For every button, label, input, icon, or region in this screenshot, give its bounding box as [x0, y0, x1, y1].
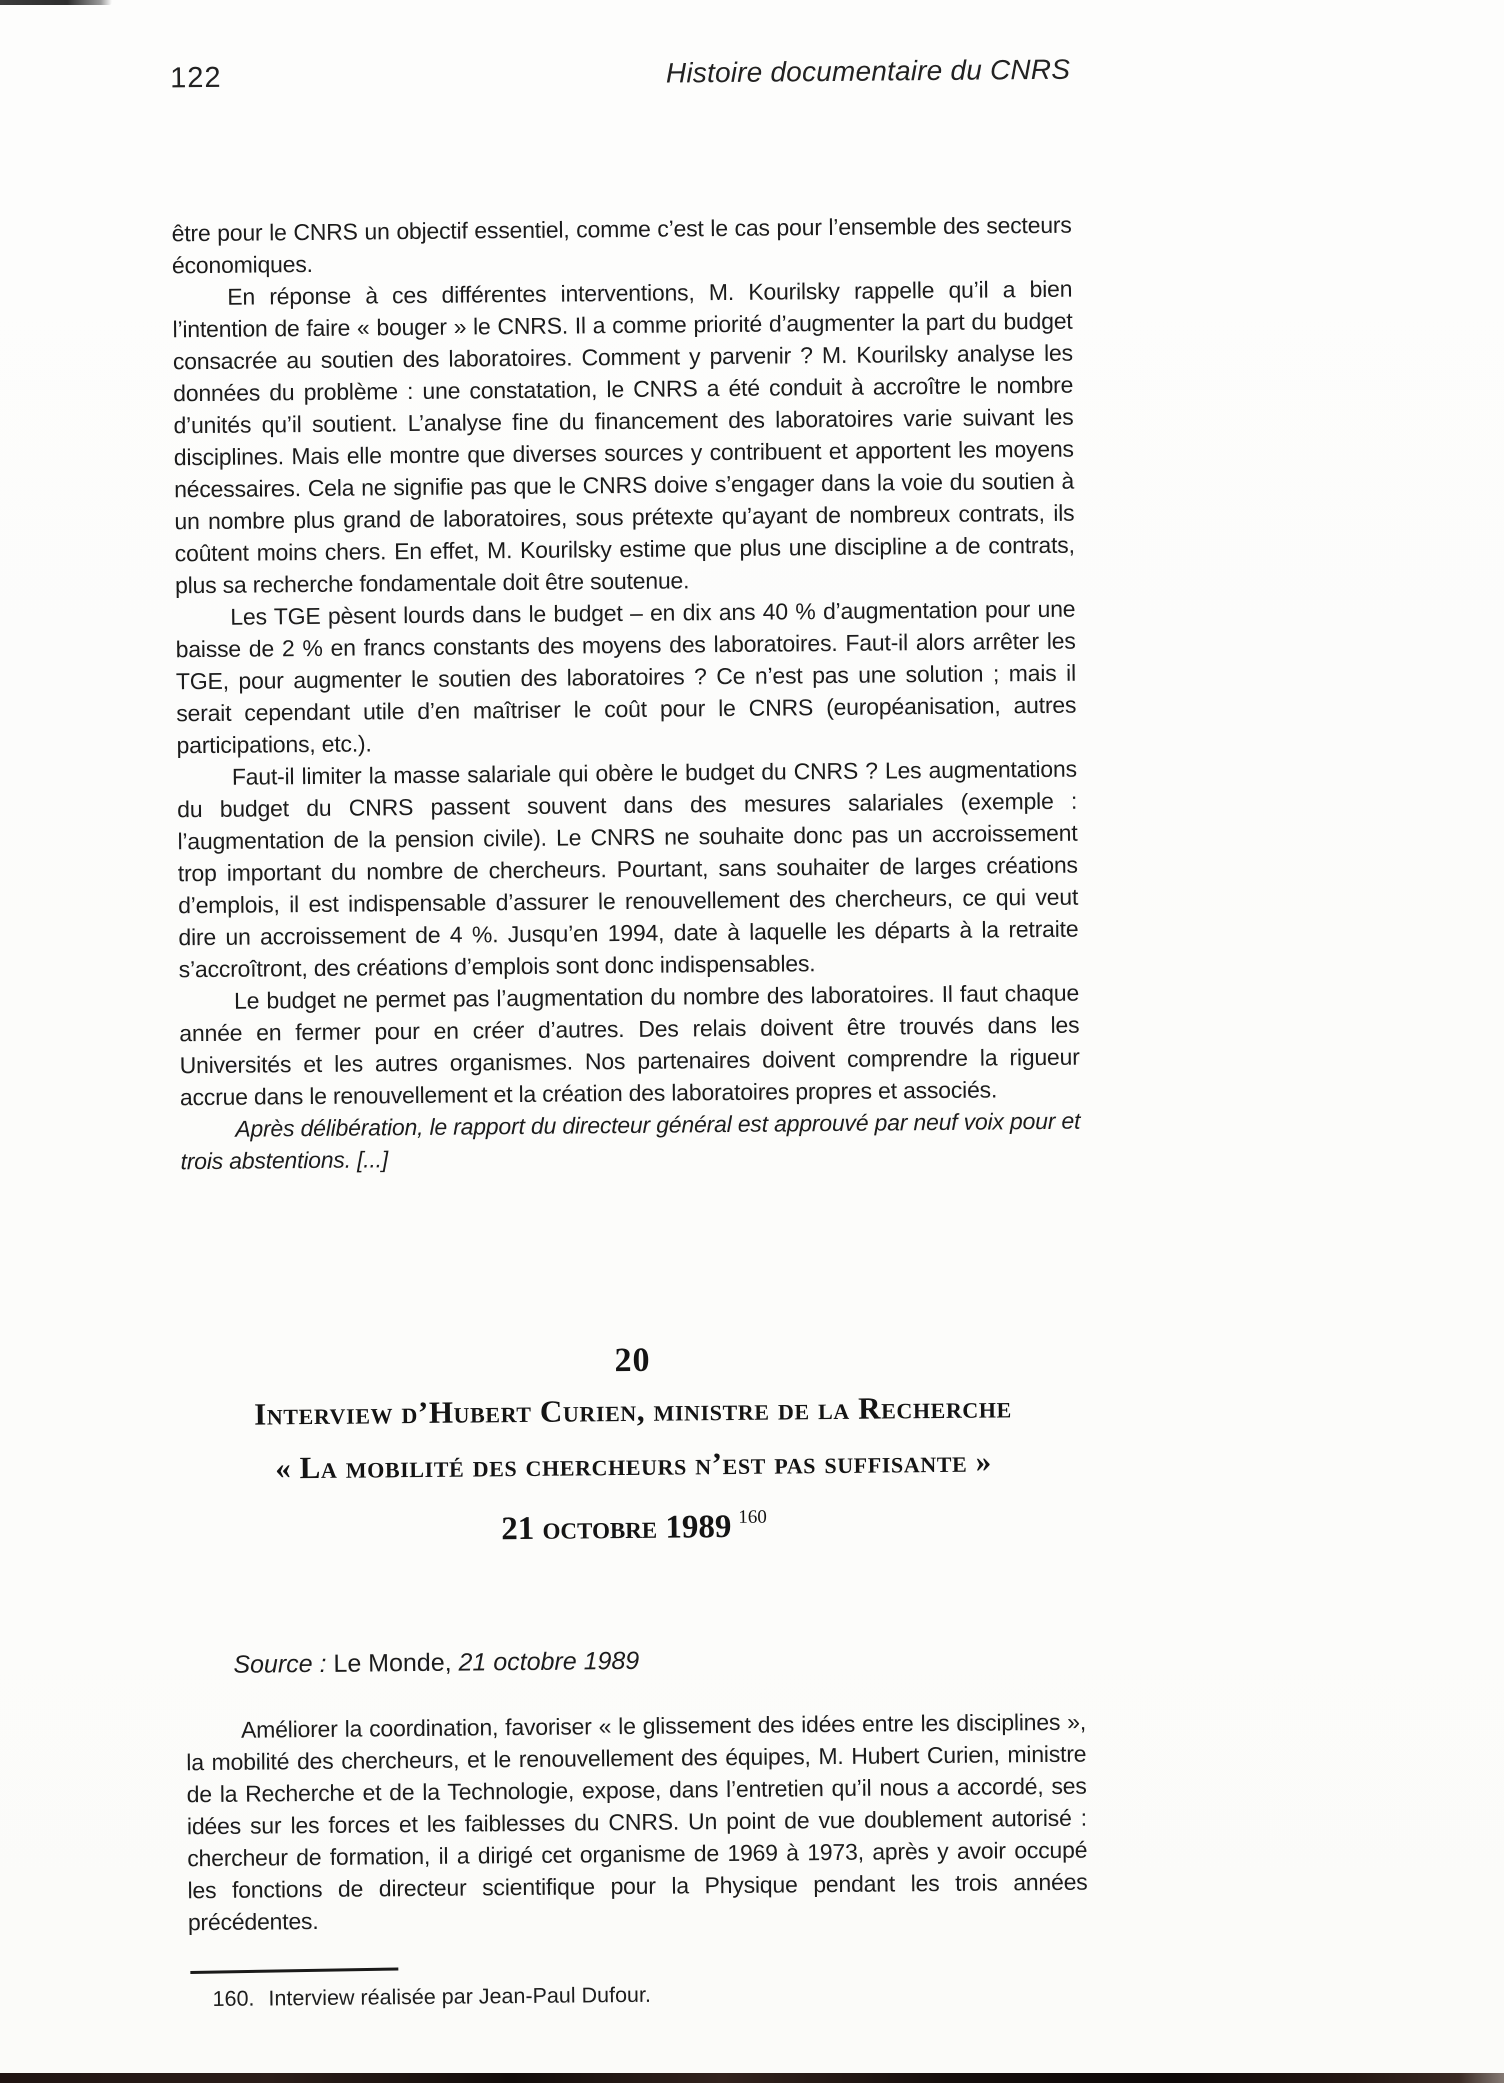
section-date: [184, 1488, 1085, 1560]
paragraph-continuation: être pour le CNRS un objectif essentiel, comme c’est le cas pour l’ensemble des secteurs économiques.: [171, 211, 1072, 279]
intro-block: [186, 1706, 1088, 1939]
page-content: [170, 54, 1089, 2013]
body-text: [172, 209, 1081, 1178]
paragraph: Le budget ne permet pas l’augmentation du nombre des laboratoires. Il faut chaque année en fermer pour en créer d’autres. Des relais doivent être trouvés dans les Universités et les autres organismes. Nos partenaires doivent comprendre la rigueur accrue dans le renouvellement et la création des laboratoires propres et associés.: [179, 979, 1080, 1111]
running-title: Histoire documentaire du CNRS: [665, 53, 1071, 89]
section-date-text: 21 octobre 1989: [501, 1508, 732, 1548]
paragraph: Les TGE pèsent lourds dans le budget – en dix ans 40 % d’augmentation pour une baisse de 2 % en francs constants des moyens des laboratoires. Faut-il alors arrêter les TGE, pour augmenter le soutien des laboratoires ? Ce n’est pas une solution ; mais il serait cependant utile d’en maîtriser le coût pour le CNRS (européanisation, autres participations, etc.).: [175, 595, 1077, 759]
running-header: [170, 54, 1070, 96]
footnote-rule: [190, 1967, 398, 1973]
source-line: [185, 1643, 1085, 1681]
page-number: 122: [170, 61, 222, 95]
source-publication: Le Monde,: [333, 1648, 452, 1678]
footnote-number: 160.: [212, 1986, 255, 2011]
paragraph: Faut-il limiter la masse salariale qui obère le budget du CNRS ? Les augmentations du budget du CNRS passent souvent dans des mesures salariales (exemple : l’augmentation de la pension civile). Le CNRS ne souhaite donc pas un accroissement trop important du nombre de chercheurs. Pourtant, sans souhaiter de larges créations d’emplois, il est indispensable d’assurer le renouvellement des chercheurs, ce qui veut dire un accroissement de 4 %. Jusqu’en 1994, date à laquelle les départs à la retraite s’accroîtront, des créations d’emplois sont donc indispensables.: [177, 755, 1079, 983]
scan-artifact-top: [0, 0, 112, 5]
intro-paragraph: Améliorer la coordination, favoriser « le glissement des idées entre les disciplines », la mobilité des chercheurs, et le renouvellement des équipes, M. Hubert Curien, ministre de la Recherche et de la Technologie, expose, dans l’entretien qu’il nous a accordé, ses idées sur les forces et les faiblesses du CNRS. Un point de vue doublement autorisé : chercheur de formation, il a dirigé cet organisme de 1969 à 1973, après y avoir occupé les fonctions de directeur scientifique pour la Physique pendant les trois années précédentes.: [186, 1708, 1088, 1936]
paragraph-deliberation: Après délibération, le rapport du directeur général est approuvé par neuf voix pour et trois abstentions. [...]: [180, 1107, 1081, 1175]
footnote-reference: 160: [738, 1506, 767, 1528]
source-label: Source :: [233, 1649, 327, 1679]
section-heading: [182, 1334, 1084, 1560]
footnote: [188, 1979, 1088, 2013]
section-title-line1: Interview d’Hubert Curien, ministre de la Recherche: [253, 1389, 1012, 1432]
section-title-line2: « La mobilité des chercheurs n’est pas suffisante »: [275, 1443, 992, 1486]
source-date: 21 octobre 1989: [458, 1646, 640, 1677]
paragraph: En réponse à ces différentes interventions, M. Kourilsky rappelle qu’il a bien l’intention de faire « bouger » le CNRS. Il a comme priorité d’augmenter la part du budget consacrée au soutien des laboratoires. Comment y parvenir ? M. Kourilsky analyse les données du problème : une constatation, le CNRS a été conduit à accroître le nombre d’unités qu’il soutient. L’analyse fine du financement des laboratoires varie suivant les disciplines. Mais elle montre que diverses sources y contribuent et apportent les moyens nécessaires. Cela ne signifie pas que le CNRS doive s’engager dans la voie du soutien à un nombre plus grand de laboratoires, sous prétexte qu’ayant de nombreux contrats, ils coûtent moins chers. En effet, M. Kourilsky estime que plus une discipline a de contrats, plus sa recherche fondamentale doit être soutenue.: [172, 275, 1075, 599]
scan-artifact-bottom: [0, 2073, 1504, 2083]
footnote-text: Interview réalisée par Jean-Paul Dufour.: [268, 1982, 652, 2011]
section-number: 20: [614, 1341, 651, 1380]
